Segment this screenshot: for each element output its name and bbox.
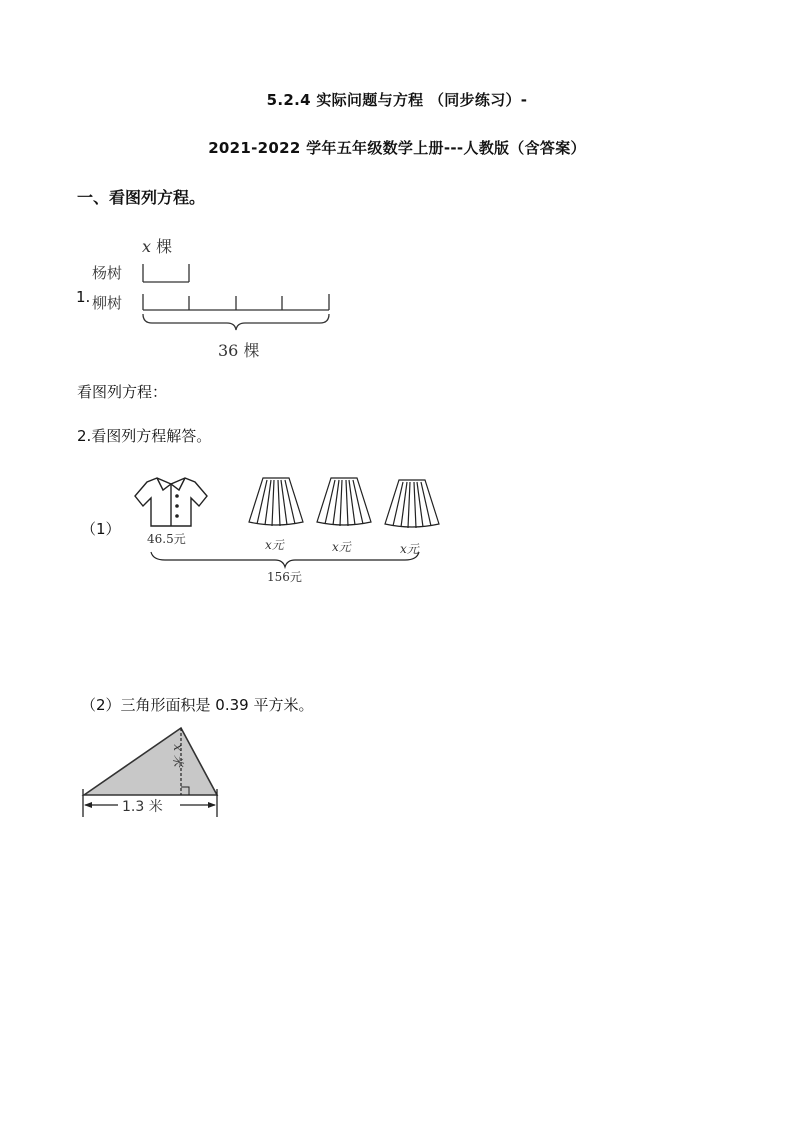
total-brace: [125, 550, 455, 570]
shirt-icon: [133, 474, 209, 530]
yang-tree-label: 杨树: [92, 264, 123, 282]
base-label: 1.3 米: [122, 799, 163, 815]
q1-segment-diagram: [72, 230, 372, 360]
question-number-1: 1.: [76, 288, 91, 306]
skirt-icon: [383, 478, 441, 530]
section-heading: 一、看图列方程。: [77, 188, 206, 207]
shirt-price: 46.5元: [147, 532, 186, 546]
triangle-diagram: [80, 725, 230, 820]
document-title-line2: 2021-2022 学年五年级数学上册---人教版（含答案）: [208, 139, 586, 157]
skirt-price-3: x元: [400, 542, 419, 556]
q2-heading: 2.看图列方程解答。: [77, 427, 212, 445]
height-label: x 米: [170, 744, 185, 767]
part1-label: （1）: [81, 520, 121, 538]
clothes-diagram: [125, 470, 455, 590]
skirt-icon: [247, 476, 305, 528]
x-unit-label: 𝑥 棵: [142, 237, 173, 256]
liu-tree-label: 柳树: [92, 294, 123, 312]
q1-prompt: 看图列方程：: [77, 383, 168, 401]
document-title-line1: 5.2.4 实际问题与方程 （同步练习）-: [266, 91, 528, 109]
skirt-icon: [315, 476, 373, 528]
skirt-price-1: x元: [265, 538, 284, 552]
part2-label: （2）三角形面积是 0.39 平方米。: [81, 696, 314, 714]
skirt-price-2: x元: [332, 540, 351, 554]
total-36-label: 36 棵: [218, 341, 260, 360]
total-price: 156元: [267, 570, 302, 584]
